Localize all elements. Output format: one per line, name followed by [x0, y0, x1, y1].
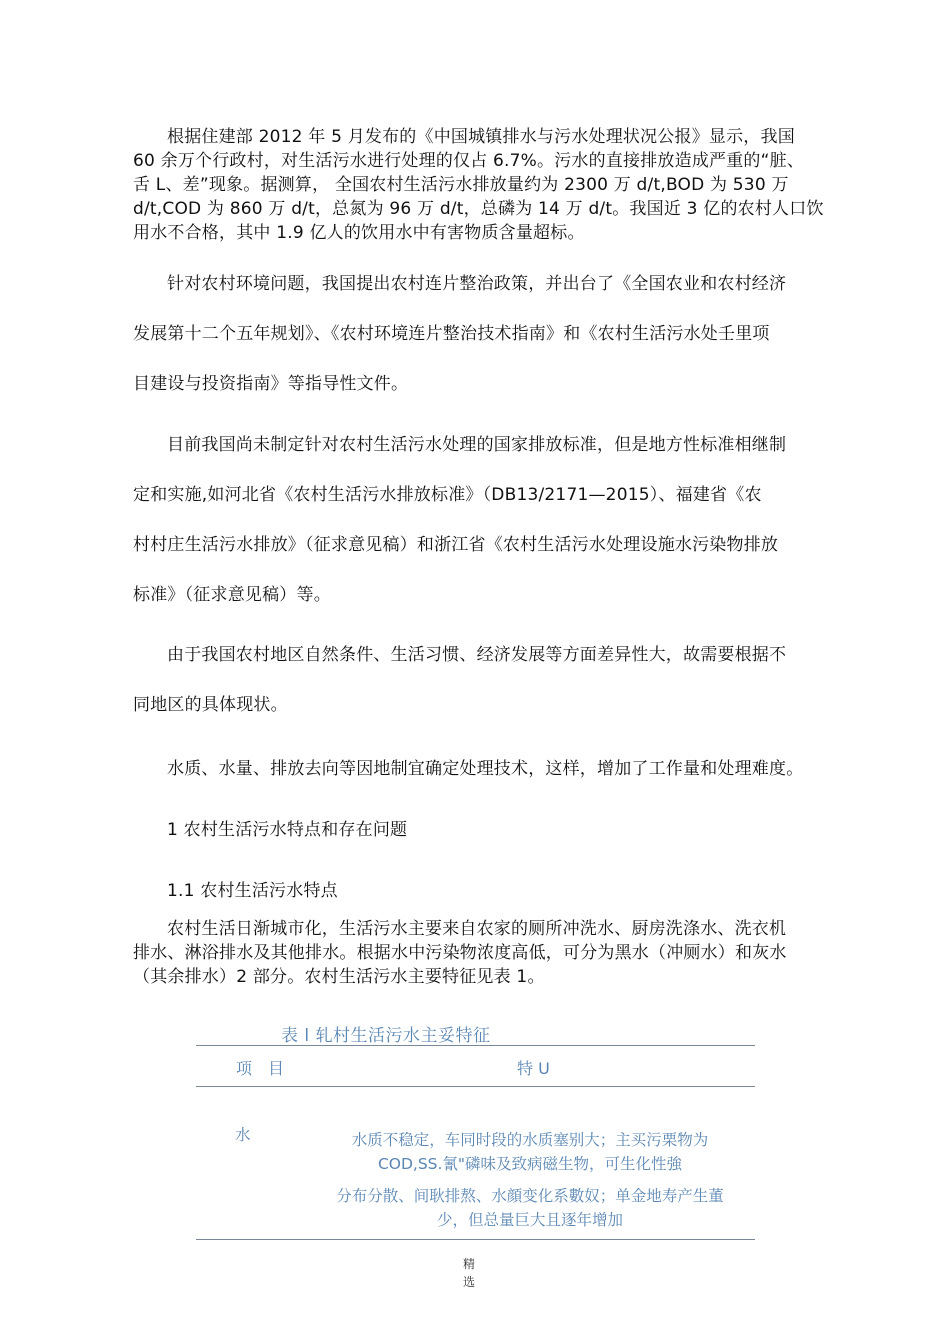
text-line: 同地区的具体现状。 [133, 695, 288, 715]
text-line: 村村庄生活污水排放》（征求意见稿）和浙江省《农村生活污水处理设施水污染物排放 [133, 535, 779, 555]
table-cell-text: COD,SS.氰"磷味及致病磁生物，可生化性強 [377, 1155, 683, 1173]
text-line: 定和实施,如河北省《农村生活污水排放标准》（DB13/2171—2015）、福建省《农 [133, 485, 762, 505]
table-header-item: 项 目 [236, 1059, 285, 1078]
text-line: 排水、淋浴排水及其他排水。根据水中污染物浓度高低，可分为黑水（冲厕水）和灰水 [133, 943, 787, 963]
table-cell-text: 水质不稳定，车同时段的水质塞别大；主买污栗物为 [351, 1131, 709, 1149]
paragraph-treatment [133, 757, 825, 781]
table-top-rule [196, 1045, 755, 1046]
table-cell-text: 少，但总量巨大且逐年增加 [436, 1211, 623, 1229]
table-cell-feature [318, 1128, 742, 1232]
paragraph-statistics [133, 125, 825, 245]
section-heading-1 [133, 818, 825, 842]
heading-text: 1 农村生活污水特点和存在问题 [167, 820, 408, 840]
page-footer [463, 1255, 475, 1291]
heading-text: 1.1 农村生活污水特点 [167, 881, 338, 901]
text-line: d/t,COD 为 860 万 d/t，总氮为 96 万 d/t，总磷为 14 万 d/t。我国近 3 亿的农村人口饮 [133, 199, 824, 219]
text-line: 舌 L、差”现象。据测算， 全国农村生活污水排放量约为 2300 万 d/t,BOD 为 530 万 [133, 175, 789, 195]
paragraph-characteristics [133, 917, 825, 989]
text-line: 由于我国农村地区自然条件、生活习惯、经济发展等方面差异性大，故需要根据不 [167, 645, 787, 665]
section-heading-1-1 [133, 879, 825, 903]
table-cell-text: 分布分散、间耿排熬、水顔变化系數奴；单金地寿产生董 [336, 1187, 724, 1205]
text-line: 目前我国尚未制定针对农村生活污水处理的国家排放标准，但是地方性标准相继制 [167, 435, 787, 455]
text-line: 针对农村环境问题，我国提出农村连片整治政策，并出台了《全国农业和农村经济 [167, 274, 787, 294]
footer-text: 精 [463, 1257, 476, 1271]
text-line: 水质、水量、排放去向等因地制宜确定处理技术，这样，增加了工作量和处理难度。 [167, 759, 804, 779]
text-line: 根据住建部 2012 年 5 月发布的《中国城镇排水与污水处理状况公报》显示，我国 [167, 127, 795, 147]
paragraph-differences [133, 643, 825, 743]
footer-text: 选 [463, 1275, 476, 1289]
text-line: 60 余万个行政村，对生活污水进行处理的仅占 6.7%。污水的直接排放造成严重的“脏、 [133, 151, 805, 171]
paragraph-standards [133, 433, 825, 633]
text-line: 用水不合格，其中 1.9 亿人的饮用水中有害物质含量超标。 [133, 223, 585, 243]
paragraph-policy [133, 272, 825, 422]
table-caption: 表 l 轧村生活污水主妥特征 [281, 1026, 491, 1046]
table-cell-item: 水 [235, 1126, 251, 1144]
text-line: 农村生活日渐城市化，生活污水主要来自农家的厕所冲洗水、厨房洗涤水、洗衣机 [167, 919, 787, 939]
table-header-feature: 特 U [517, 1059, 550, 1078]
text-line: （其余排水）2 部分。农村生活污水主要特征见表 1。 [133, 967, 545, 987]
text-line: 标准》（征求意见稿）等。 [133, 585, 331, 605]
text-line: 发展第十二个五年规划》、《农村环境连片整治技术指南》和《农村生活污水处壬里项 [133, 324, 770, 344]
text-line: 目建设与投资指南》等指导性文件。 [133, 374, 409, 394]
table-bottom-rule [196, 1239, 755, 1240]
table-header-rule [196, 1086, 755, 1087]
